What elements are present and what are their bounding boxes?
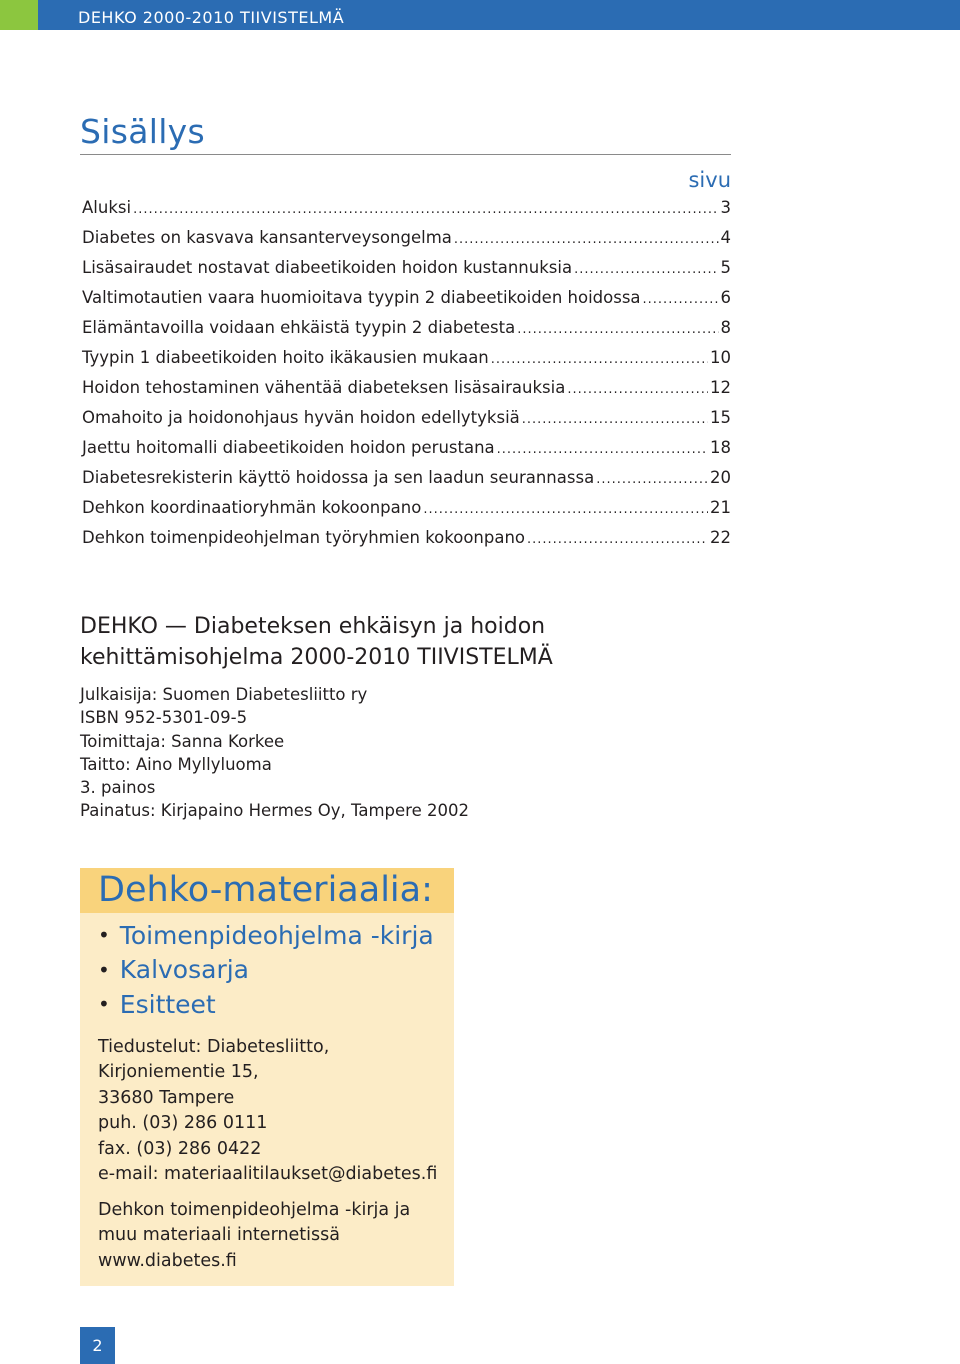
materials-box (80, 868, 454, 1286)
online-line: muu materiaali internetissä (98, 1225, 340, 1246)
toc-leader-dots (423, 502, 708, 517)
publication-title (80, 611, 640, 673)
toc-leader-dots (133, 202, 718, 217)
header-accent-block (0, 0, 38, 30)
publication-title-line: DEHKO — Diabeteksen ehkäisyn ja hoidon (80, 614, 546, 639)
contact-phone: puh. (03) 286 0111 (98, 1113, 268, 1134)
contact-email[interactable]: e-mail: materiaalitilaukset@diabetes.fi (98, 1164, 438, 1185)
toc-entry[interactable] (82, 498, 731, 528)
toc-leader-dots (596, 472, 708, 487)
isbn-line: ISBN 952-5301-09-5 (80, 708, 248, 728)
contact-postal: 33680 Tampere (98, 1087, 235, 1108)
online-line: Dehkon toimenpideohjelma -kirja ja (98, 1200, 411, 1220)
bullet-icon: • (98, 992, 110, 1017)
toc-entry-title: Aluksi (82, 198, 132, 217)
toc-entry-title: Jaettu hoitomalli diabeetikoiden hoidon perustana (82, 438, 495, 457)
materials-list (98, 918, 434, 1022)
contact-line: Tiedustelut: Diabetesliitto, (98, 1037, 330, 1057)
toc-entry-title: Lisäsairaudet nostavat diabeetikoiden hoidon kustannuksia (82, 258, 573, 277)
toc-entry-page: 21 (710, 498, 731, 517)
materials-item-label: Kalvosarja (119, 955, 249, 985)
toc-entry-title: Dehkon koordinaatioryhmän kokoonpano (82, 498, 422, 517)
toc-entry[interactable] (82, 378, 731, 408)
toc-leader-dots (574, 262, 718, 277)
toc-entry-title: Dehkon toimenpideohjelman työryhmien kokoonpano (82, 528, 526, 547)
printer-line: Painatus: Kirjapaino Hermes Oy, Tampere 2002 (80, 801, 469, 821)
contact-fax: fax. (03) 286 0422 (98, 1138, 262, 1159)
publication-title-line: kehittämisohjelma 2000-2010 TIIVISTELMÄ (80, 645, 553, 670)
toc-entry[interactable] (82, 468, 731, 498)
toc-leader-dots (522, 412, 708, 427)
toc-entry[interactable] (82, 528, 731, 558)
toc-entry[interactable] (82, 348, 731, 378)
toc-entry[interactable] (82, 438, 731, 468)
layout-credit-line: Taitto: Aino Myllyluoma (80, 754, 272, 774)
toc-entry-title: Tyypin 1 diabeetikoiden hoito ikäkausien mukaan (82, 348, 489, 367)
running-title: DEHKO 2000-2010 TIIVISTELMÄ (78, 8, 345, 27)
toc-divider (80, 154, 731, 155)
toc-entry-title: Valtimotautien vaara huomioitava tyypin 2 diabeetikoiden hoidossa (82, 288, 641, 307)
edition-line: 3. painos (80, 778, 156, 798)
toc-leader-dots (517, 322, 718, 337)
publisher-line: Julkaisija: Suomen Diabetesliitto ry (80, 685, 368, 704)
toc-entry[interactable] (82, 408, 731, 438)
toc-leader-dots (491, 352, 708, 367)
toc-entry[interactable] (82, 228, 731, 258)
bullet-icon: • (98, 957, 110, 982)
toc-entry-page: 6 (720, 288, 731, 307)
header-bar (0, 0, 960, 30)
toc-entry[interactable] (82, 198, 731, 228)
toc-entry-page: 20 (710, 468, 731, 487)
toc-entry-page: 8 (720, 318, 731, 337)
toc-leader-dots (643, 292, 719, 307)
toc-leader-dots (567, 382, 708, 397)
toc-entry-page: 12 (710, 378, 731, 397)
toc-entry-title: Elämäntavoilla voidaan ehkäistä tyypin 2 diabetesta (82, 318, 516, 337)
materials-box-header (80, 868, 454, 913)
contact-address: Kirjoniementie 15, (98, 1062, 259, 1083)
materials-title: Dehko-materiaalia: (98, 870, 433, 910)
toc-entry-title: Diabetes on kasvava kansanterveysongelma (82, 228, 452, 247)
toc-title: Sisällys (80, 112, 205, 151)
toc-entry-page: 10 (710, 348, 731, 367)
toc-leader-dots (497, 442, 708, 457)
materials-item-label: Toimenpideohjelma -kirja (119, 920, 434, 950)
publication-info (80, 683, 640, 823)
toc-entry-page: 3 (720, 198, 731, 217)
toc-entry-title: Diabetesrekisterin käyttö hoidossa ja sen laadun seurannassa (82, 468, 595, 487)
toc-entry-page: 22 (710, 528, 731, 547)
toc-page-column-header: sivu (688, 168, 731, 192)
toc-entry[interactable] (82, 288, 731, 318)
toc-list (82, 198, 731, 558)
contact-info (98, 1035, 448, 1187)
bullet-icon: • (98, 923, 110, 948)
toc-entry-page: 15 (710, 408, 731, 427)
editor-line: Toimittaja: Sanna Korkee (80, 731, 285, 751)
toc-entry[interactable] (82, 258, 731, 288)
online-info (98, 1198, 448, 1274)
toc-entry-page: 4 (720, 228, 731, 247)
toc-entry-title: Hoidon tehostaminen vähentää diabeteksen lisäsairauksia (82, 378, 566, 397)
toc-entry-title: Omahoito ja hoidonohjaus hyvän hoidon edellytyksiä (82, 408, 520, 427)
toc-entry-page: 18 (710, 438, 731, 457)
page-number: 2 (80, 1327, 115, 1364)
materials-list-item (98, 987, 434, 1022)
toc-entry[interactable] (82, 318, 731, 348)
toc-leader-dots (454, 232, 719, 247)
materials-list-item (98, 918, 434, 953)
website-link[interactable]: www.diabetes.fi (98, 1250, 237, 1271)
toc-entry-page: 5 (720, 258, 731, 277)
materials-item-label: Esitteet (119, 989, 216, 1019)
toc-leader-dots (527, 532, 708, 547)
materials-list-item (98, 953, 434, 988)
